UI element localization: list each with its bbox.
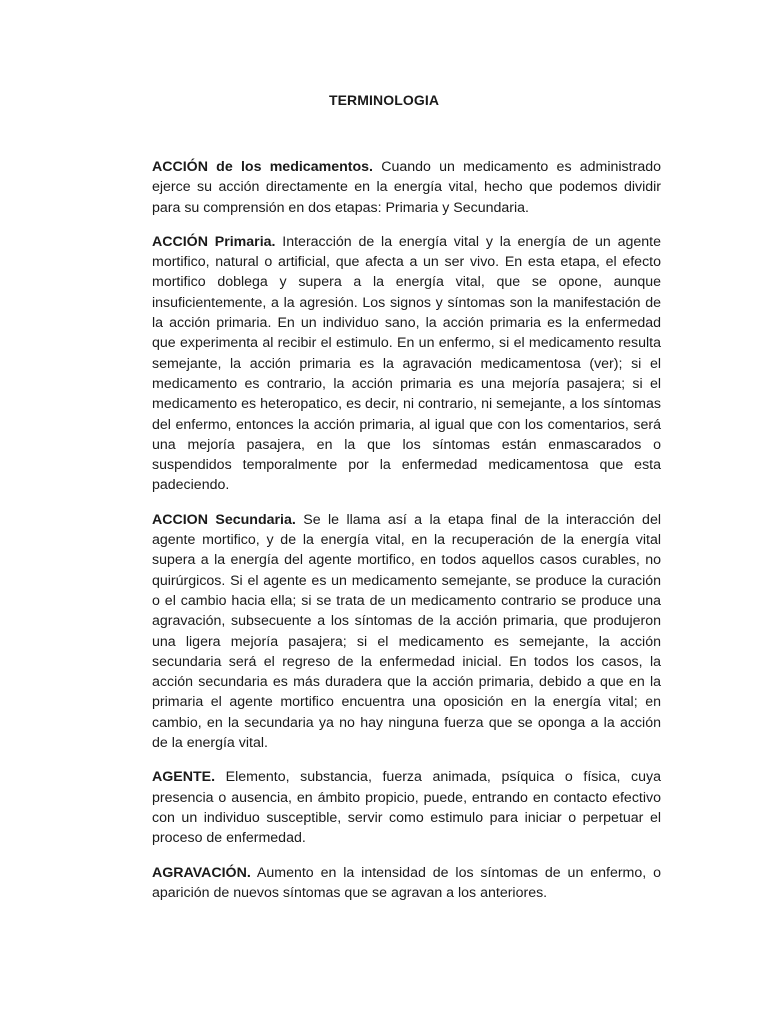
glossary-entry-agravacion bbox=[152, 863, 661, 904]
entry-term: ACCIÓN de los medicamentos. bbox=[152, 159, 373, 175]
entry-definition: Interacción de la energía vital y la energía de un agente mortifico, natural o artificial, que afecta a un ser vivo. En esta etapa, el efecto mortifico doblega y supera a la energía vital, que se opone, aunque insuficientemente, a la agresión. Los signos y síntomas son la manifestación de la acción primaria. En un individuo sano, la acción primaria es la enfermedad que experimenta al recibir el estimulo. En un enfermo, si el medicamento resulta semejante, la acción primaria es la agravación medicamentosa (ver); si el medicamento es contrario, la acción primaria es una mejoría pasajera; si el medicamento es heteropatico, es decir, ni contrario, ni semejante, a los síntomas del enfermo, entonces la acción primaria, al igual que con los comentarios, será una mejoría pasajera, en la que los síntomas están enmascarados o suspendidos temporalmente por la enfermedad medicamentosa que esta padeciendo. bbox=[152, 233, 661, 494]
glossary-entry-accion-secundaria bbox=[152, 510, 661, 754]
glossary-entry-accion-primaria bbox=[152, 232, 661, 496]
entry-definition: Cuando un medicamento es administrado ejerce su acción directamente en la energía vital, hecho que podemos dividir para su comprensión en dos etapas: Primaria y Secundaria. bbox=[152, 159, 661, 216]
document-body bbox=[152, 157, 661, 917]
entry-term: ACCIÓN Primaria. bbox=[152, 233, 276, 250]
entry-term: AGENTE. bbox=[152, 769, 216, 786]
entry-term: AGRAVACIÓN. bbox=[152, 864, 251, 881]
document-title: TERMINOLOGIA bbox=[328, 92, 440, 108]
entry-term: ACCION Secundaria. bbox=[152, 511, 296, 528]
entry-definition: Aumento en la intensidad de los síntomas de un enfermo, o aparición de nuevos síntomas que se agravan a los anteriores. bbox=[152, 864, 661, 901]
entry-definition: Se le llama así a la etapa final de la interacción del agente mortifico, y de la energía vital, en la recuperación de la energía vital supera a la energía del agente mortifico, en todos aquellos casos curables, no quirúrgicos. Si el agente es un medicamento semejante, se produce la curación o el cambio hacia ella; si se trata de un medicamento contrario se produce una agravación, subsecuente a los síntomas de la acción primaria, que produjeron una ligera mejoría pasajera; si el medicamento es semejante, la acción secundaria será el regreso de la enfermedad inicial. En todos los casos, la acción secundaria es más duradera que la acción primaria, debido a que en la primaria el agente mortifico encuentra una oposición en la energía vital; en cambio, en la secundaria ya no hay ninguna fuerza que se oponga a la acción de la energía vital. bbox=[152, 511, 661, 752]
glossary-entry-agente bbox=[152, 767, 661, 848]
glossary-entry-accion-medicamentos bbox=[152, 157, 661, 218]
entry-definition: Elemento, substancia, fuerza animada, psíquica o física, cuya presencia o ausencia, en ámbito propicio, puede, entrando en contacto efectivo con un individuo susceptible, servir como estimulo para iniciar o perpetuar el proceso de enfermedad. bbox=[152, 769, 661, 847]
